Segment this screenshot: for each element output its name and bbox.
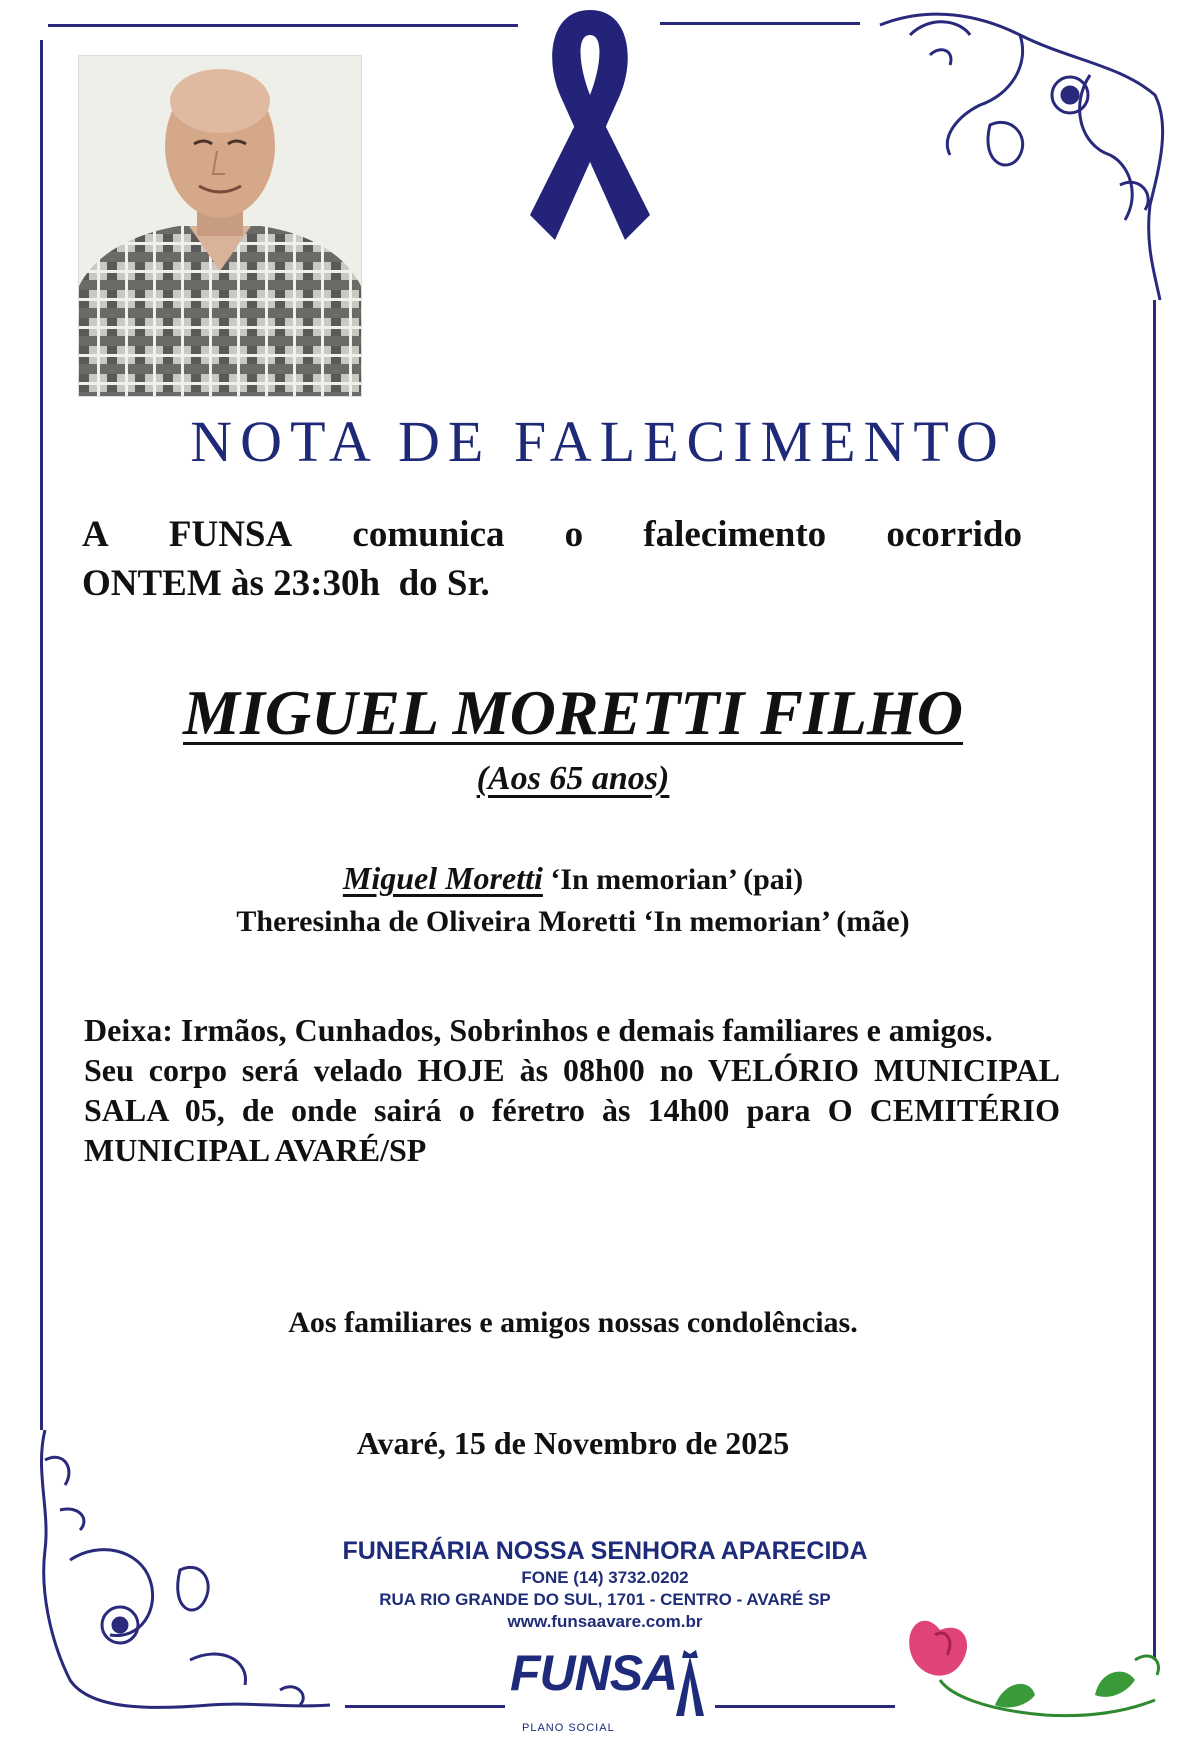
funsa-logo <box>510 1644 710 1744</box>
frame-bottom-left-line <box>345 1705 505 1708</box>
date-line: Avaré, 15 de Novembro de 2025 <box>356 1425 790 1461</box>
condolences-text: Aos familiares e amigos nossas condolências. <box>288 1306 858 1339</box>
floral-corner-top-right-icon <box>870 5 1170 305</box>
survivors-text: Deixa: Irmãos, Cunhados, Sobrinhos e demais familiares e amigos. <box>84 1012 993 1048</box>
company-name: FUNERÁRIA NOSSA SENHORA APARECIDA <box>342 1537 868 1565</box>
company-address: RUA RIO GRANDE DO SUL, 1701 - CENTRO - AVARÉ SP <box>379 1590 831 1609</box>
father-line <box>0 857 1146 901</box>
portrait-photo <box>78 55 362 397</box>
deceased-age <box>0 760 1146 798</box>
frame-bottom-right-line <box>715 1705 895 1708</box>
deceased-name <box>0 676 1146 750</box>
mourning-ribbon-icon <box>530 0 650 260</box>
intro-word: falecimento <box>643 514 827 555</box>
logo-word: FUNSA <box>510 1645 678 1701</box>
intro-paragraph <box>82 510 1022 608</box>
intro-word: ocorrido <box>886 514 1022 555</box>
father-name: Miguel Moretti <box>342 860 543 896</box>
mother-line: Theresinha de Oliveira Moretti ‘In memorian’ (mãe) <box>236 905 910 938</box>
frame-right-line <box>1153 300 1156 1660</box>
ceremony-text: Seu corpo será velado HOJE às 08h00 no VELÓRIO MUNICIPAL SALA 05, de onde sairá o féretro às 14h00 para O CEMITÉRIO MUNICIPAL AVARÉ/SP <box>84 1052 1060 1168</box>
intro-word: FUNSA <box>168 514 293 555</box>
page-title: NOTA DE FALECIMENTO <box>190 409 1006 474</box>
intro-word: o <box>564 514 584 555</box>
intro-line-2: ONTEM às 23:30h do Sr. <box>82 563 490 604</box>
frame-top-left-line <box>48 24 518 27</box>
details-block <box>84 1010 1060 1170</box>
deceased-name-text: MIGUEL MORETTI FILHO <box>183 677 963 748</box>
intro-line-1 <box>82 510 1022 559</box>
intro-word: A <box>82 514 109 555</box>
deceased-age-text: (Aos 65 anos) <box>476 760 670 797</box>
frame-top-mid-line <box>660 22 860 25</box>
parents-block <box>0 857 1146 943</box>
logo-tagline: PLANO SOCIAL <box>522 1722 615 1734</box>
company-phone: FONE (14) 3732.0202 <box>521 1568 689 1587</box>
father-memorian: ‘In memorian’ (pai) <box>542 863 804 896</box>
logo-figure-icon <box>670 1648 710 1718</box>
intro-word: comunica <box>352 514 505 555</box>
company-website[interactable]: www.funsaavare.com.br <box>507 1612 703 1631</box>
rose-decoration-icon <box>895 1600 1165 1730</box>
